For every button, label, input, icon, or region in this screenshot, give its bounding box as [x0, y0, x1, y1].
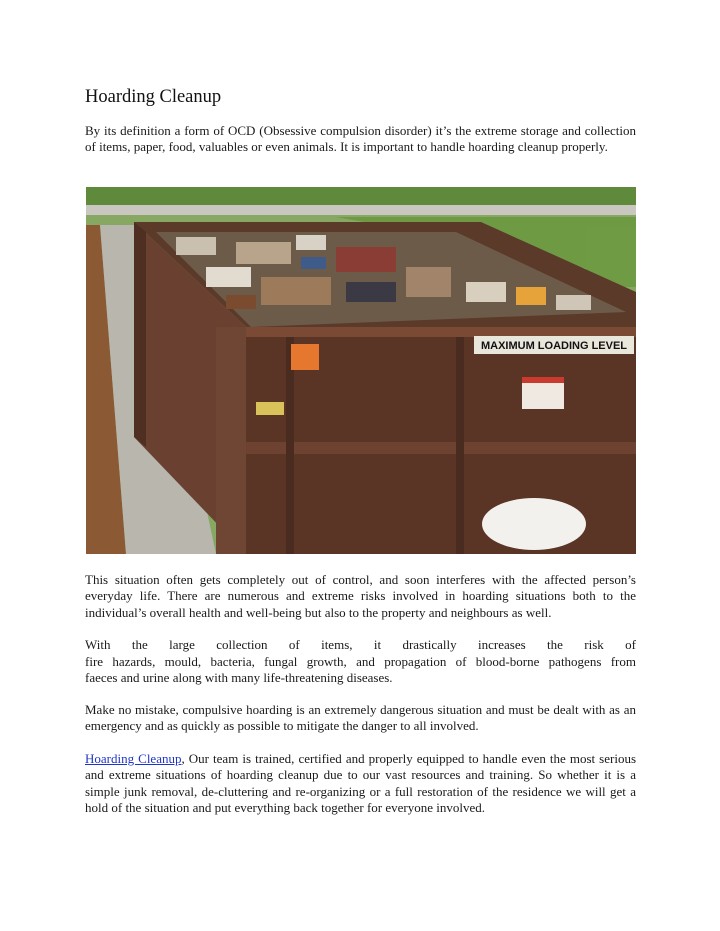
page-title: Hoarding Cleanup — [85, 87, 222, 107]
paragraph-situation: This situation often gets completely out of control, and soon interferes with the affected person’s everyday life. There are numerous and extreme risks involved in hoarding situations both to the individual’s overall health and well-being but also to the property and neighbours as well. — [85, 572, 636, 620]
paragraph-services — [85, 751, 636, 817]
intro-paragraph: By its definition a form of OCD (Obsessive compulsion disorder) it’s the extreme storage and collection of items, paper, food, valuables or even animals. It is important to handle hoarding cleanup properly. — [85, 123, 636, 155]
paragraph-emergency: Make no mistake, compulsive hoarding is an extremely dangerous situation and must be dealt with as an emergency and as quickly as possible to mitigate the danger to all involved. — [85, 702, 636, 734]
paragraph-risks-line1: With the large collection of items, it drastically increases the risk of — [85, 637, 636, 652]
dumpster-photo — [86, 187, 636, 554]
max-loading-sign: MAXIMUM LOADING LEVEL — [480, 340, 628, 352]
paragraph-risks-line3: faeces and urine along with many life-threatening diseases. — [85, 670, 393, 685]
services-text: , Our team is trained, certified and properly equipped to handle even the most serious and extreme situations of hoarding cleanup due to our vast resources and training. So whether it is a simple junk removal, de-cluttering and re-organizing or a full restoration of the residence we will get a hold of the situation and put everything back together for everyone involved. — [85, 751, 637, 816]
paragraph-risks-line2: fire hazards, mould, bacteria, fungal growth, and propagation of blood-borne pathogens from — [85, 654, 636, 669]
hoarding-cleanup-link[interactable]: Hoarding Cleanup — [85, 751, 182, 766]
